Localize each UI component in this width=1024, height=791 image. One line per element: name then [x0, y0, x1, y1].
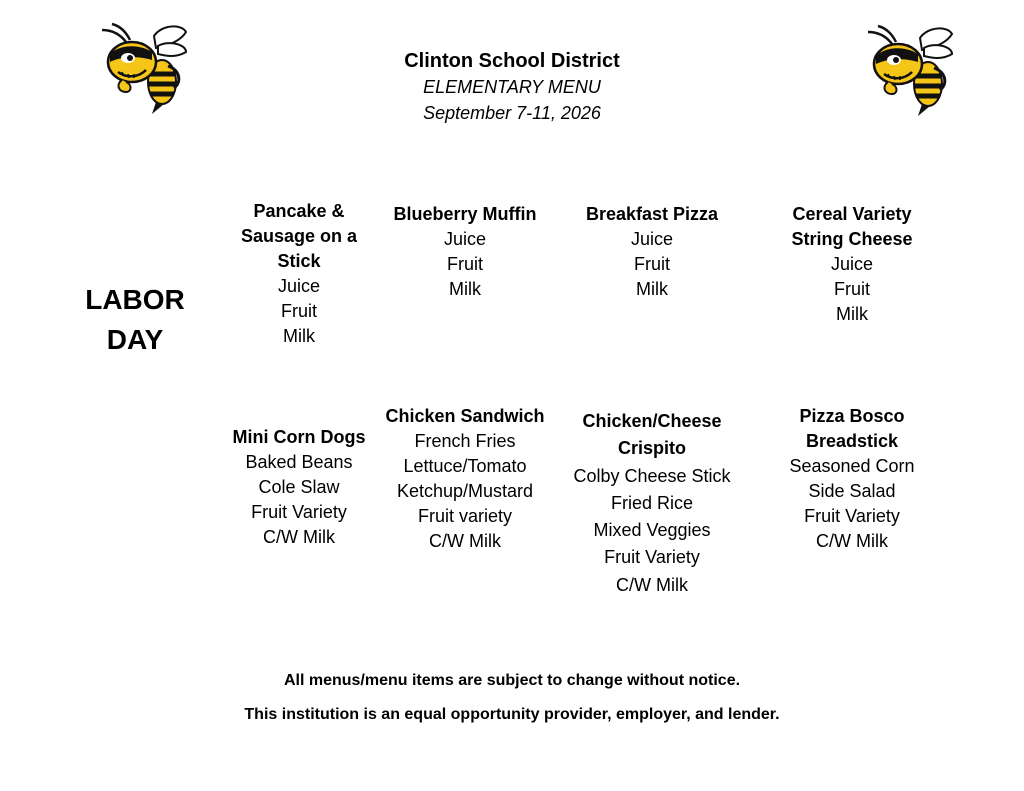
menu-item: Fruit	[634, 254, 670, 274]
menu-item-title: Mini Corn Dogs	[232, 427, 366, 447]
menu-item: C/W Milk	[816, 531, 888, 551]
menu-item: Lettuce/Tomato	[403, 456, 527, 476]
breakfast-thursday	[566, 202, 738, 302]
menu-item-title: String Cheese	[791, 229, 913, 249]
menu-item: Milk	[836, 304, 868, 324]
menu-item-title: Chicken/Cheese	[582, 411, 722, 431]
labor-day-label	[70, 280, 200, 360]
holiday-line: LABOR	[85, 284, 185, 315]
menu-item: Milk	[283, 326, 315, 346]
menu-dates: September 7-11, 2026	[423, 103, 601, 123]
menu-item: Baked Beans	[245, 452, 353, 472]
menu-item-title: Blueberry Muffin	[393, 204, 537, 224]
equal-opportunity-statement: This institution is an equal opportunity provider, employer, and lender.	[244, 706, 780, 723]
lunch-wednesday	[378, 404, 552, 554]
breakfast-tuesday	[222, 199, 376, 349]
menu-header	[0, 48, 1024, 126]
menu-subtitle: ELEMENTARY MENU	[423, 77, 601, 97]
menu-item: C/W Milk	[616, 574, 688, 595]
lunch-friday	[768, 404, 936, 554]
menu-item-title: Pancake &	[253, 201, 345, 221]
breakfast-friday	[768, 202, 936, 327]
menu-item-title: Pizza Bosco	[799, 406, 905, 426]
menu-item-title: Breadstick	[805, 431, 899, 451]
menu-item-title: Crispito	[617, 438, 686, 459]
change-notice: All menus/menu items are subject to change without notice.	[283, 672, 741, 689]
menu-item: Fried Rice	[610, 492, 694, 513]
menu-item: Milk	[449, 279, 481, 299]
menu-item: Colby Cheese Stick	[573, 465, 731, 486]
menu-item: Juice	[830, 254, 874, 274]
lunch-tuesday	[222, 425, 376, 550]
menu-item: Seasoned Corn	[789, 456, 915, 476]
breakfast-wednesday	[378, 202, 552, 302]
menu-item: C/W Milk	[429, 531, 501, 551]
menu-item-title: Breakfast Pizza	[585, 204, 719, 224]
menu-item: C/W Milk	[263, 527, 335, 547]
menu-item-title: Cereal Variety	[792, 204, 912, 224]
menu-item-title: Chicken Sandwich	[385, 406, 545, 426]
menu-item: Fruit Variety	[804, 506, 900, 526]
menu-item: Fruit	[834, 279, 870, 299]
menu-item: Mixed Veggies	[593, 520, 711, 541]
menu-item: Juice	[277, 276, 321, 296]
menu-item-title: Sausage on a	[240, 226, 358, 246]
menu-item-title: Stick	[277, 251, 321, 271]
menu-item: Fruit	[281, 301, 317, 321]
menu-item: Fruit variety	[417, 506, 513, 526]
menu-item: Cole Slaw	[258, 477, 340, 497]
menu-item: Ketchup/Mustard	[396, 481, 534, 501]
holiday-line: DAY	[106, 324, 164, 355]
district-name: Clinton School District	[404, 50, 620, 72]
menu-item: French Fries	[414, 431, 516, 451]
menu-item: Milk	[636, 279, 668, 299]
menu-item: Juice	[630, 229, 674, 249]
menu-item: Fruit	[447, 254, 483, 274]
menu-item: Fruit Variety	[251, 502, 347, 522]
lunch-thursday	[566, 408, 738, 599]
menu-item: Fruit Variety	[604, 547, 700, 568]
menu-item: Juice	[443, 229, 487, 249]
menu-item: Side Salad	[808, 481, 896, 501]
